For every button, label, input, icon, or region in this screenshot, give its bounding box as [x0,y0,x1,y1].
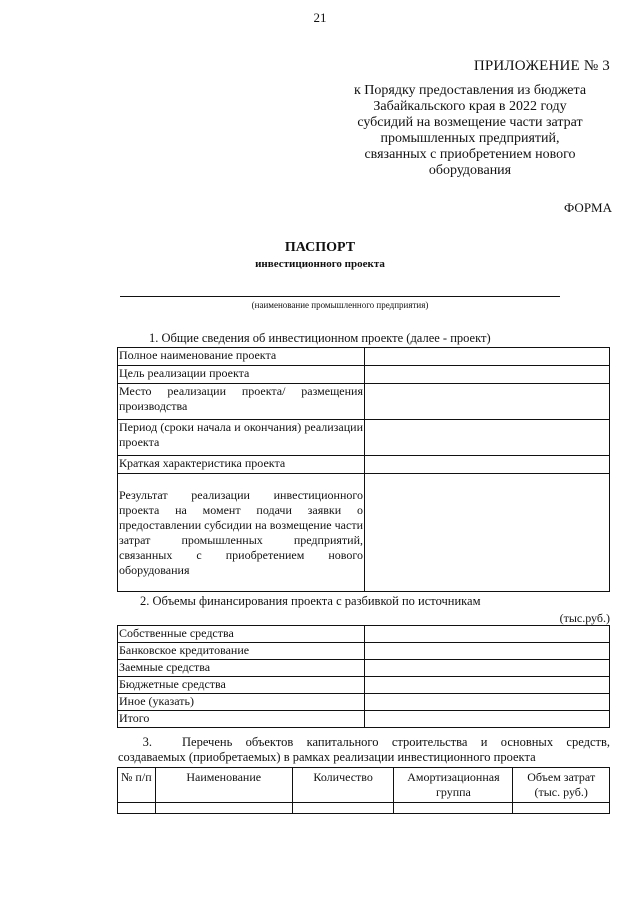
value-cell [365,384,610,420]
table-row [118,711,610,728]
value-cell [365,711,610,728]
row-label: Итого [118,711,365,728]
section2-heading: 2. Объемы финансирования проекта с разбивкой по источникам [140,594,481,608]
appendix-subtitle-line: промышленных предприятий, [380,131,560,146]
table-row [118,643,610,660]
units-label: (тыс.руб.) [559,611,610,625]
value-cell [365,643,610,660]
row-label: Место реализации проекта/ размещения производства [118,384,365,420]
value-cell [365,660,610,677]
empty-cell [118,803,156,814]
empty-cell [513,803,610,814]
table-header-row [118,768,610,803]
row-label: Результат реализации инвестиционного проекта на момент подачи заявки о предоставлении субсидии на возмещение части затрат промышленных предприятий, связанных с приобретением нового оборудования [118,474,365,592]
appendix-subtitle-line: связанных с приобретением нового [364,147,576,162]
column-header: Наименование [155,768,292,803]
value-cell [365,474,610,592]
passport-subtitle: инвестиционного проекта [255,258,385,270]
appendix-title: ПРИЛОЖЕНИЕ № 3 [473,58,610,74]
appendix-subtitle-line: субсидий на возмещение части затрат [357,115,583,130]
value-cell [365,348,610,366]
table-row [118,456,610,474]
capital-objects-table [117,767,610,814]
column-header: № п/п [118,768,156,803]
form-label: ФОРМА [564,200,612,215]
table-row [118,626,610,643]
column-header: Количество [292,768,394,803]
column-header: Амортизационная группа [394,768,513,803]
column-header: Объем затрат (тыс. руб.) [513,768,610,803]
row-label: Цель реализации проекта [118,366,365,384]
passport-title: ПАСПОРТ [284,240,356,255]
value-cell [365,366,610,384]
table-row [118,694,610,711]
general-info-table [117,347,610,592]
appendix-subtitle-line: к Порядку предоставления из бюджета [353,83,587,98]
value-cell [365,694,610,711]
row-label: Иное (указать) [118,694,365,711]
enterprise-caption: (наименование промышленного предприятия) [251,300,429,310]
row-label: Собственные средства [118,626,365,643]
table-row [118,420,610,456]
row-label: Период (сроки начала и окончания) реализации проекта [118,420,365,456]
section3-number: 3. [142,735,152,749]
appendix-subtitle-line: оборудования [428,163,512,178]
table-row [118,366,610,384]
row-label: Заемные средства [118,660,365,677]
table-row [118,348,610,366]
value-cell [365,677,610,694]
table-row [118,803,610,814]
appendix-subtitle-line: Забайкальского края в 2022 году [373,99,567,114]
table-row [118,660,610,677]
table-row [118,677,610,694]
row-label: Бюджетные средства [118,677,365,694]
value-cell [365,420,610,456]
row-label: Краткая характеристика проекта [118,456,365,474]
empty-cell [292,803,394,814]
table-row [118,474,610,592]
page-number: 21 [313,10,327,25]
empty-cell [155,803,292,814]
section3-text: Перечень объектов капитального строительства и основных средств, создаваемых (приобретаемых) в рамках реализации инвестиционного проекта [118,735,610,764]
section1-heading: 1. Общие сведения об инвестиционном проекте (далее - проект) [149,331,491,345]
section3-heading [118,735,610,765]
appendix-subtitle [330,83,610,179]
empty-cell [394,803,513,814]
financing-table [117,625,610,728]
table-row [118,384,610,420]
enterprise-name-line [120,296,560,297]
row-label: Банковское кредитование [118,643,365,660]
value-cell [365,626,610,643]
row-label: Полное наименование проекта [118,348,365,366]
value-cell [365,456,610,474]
